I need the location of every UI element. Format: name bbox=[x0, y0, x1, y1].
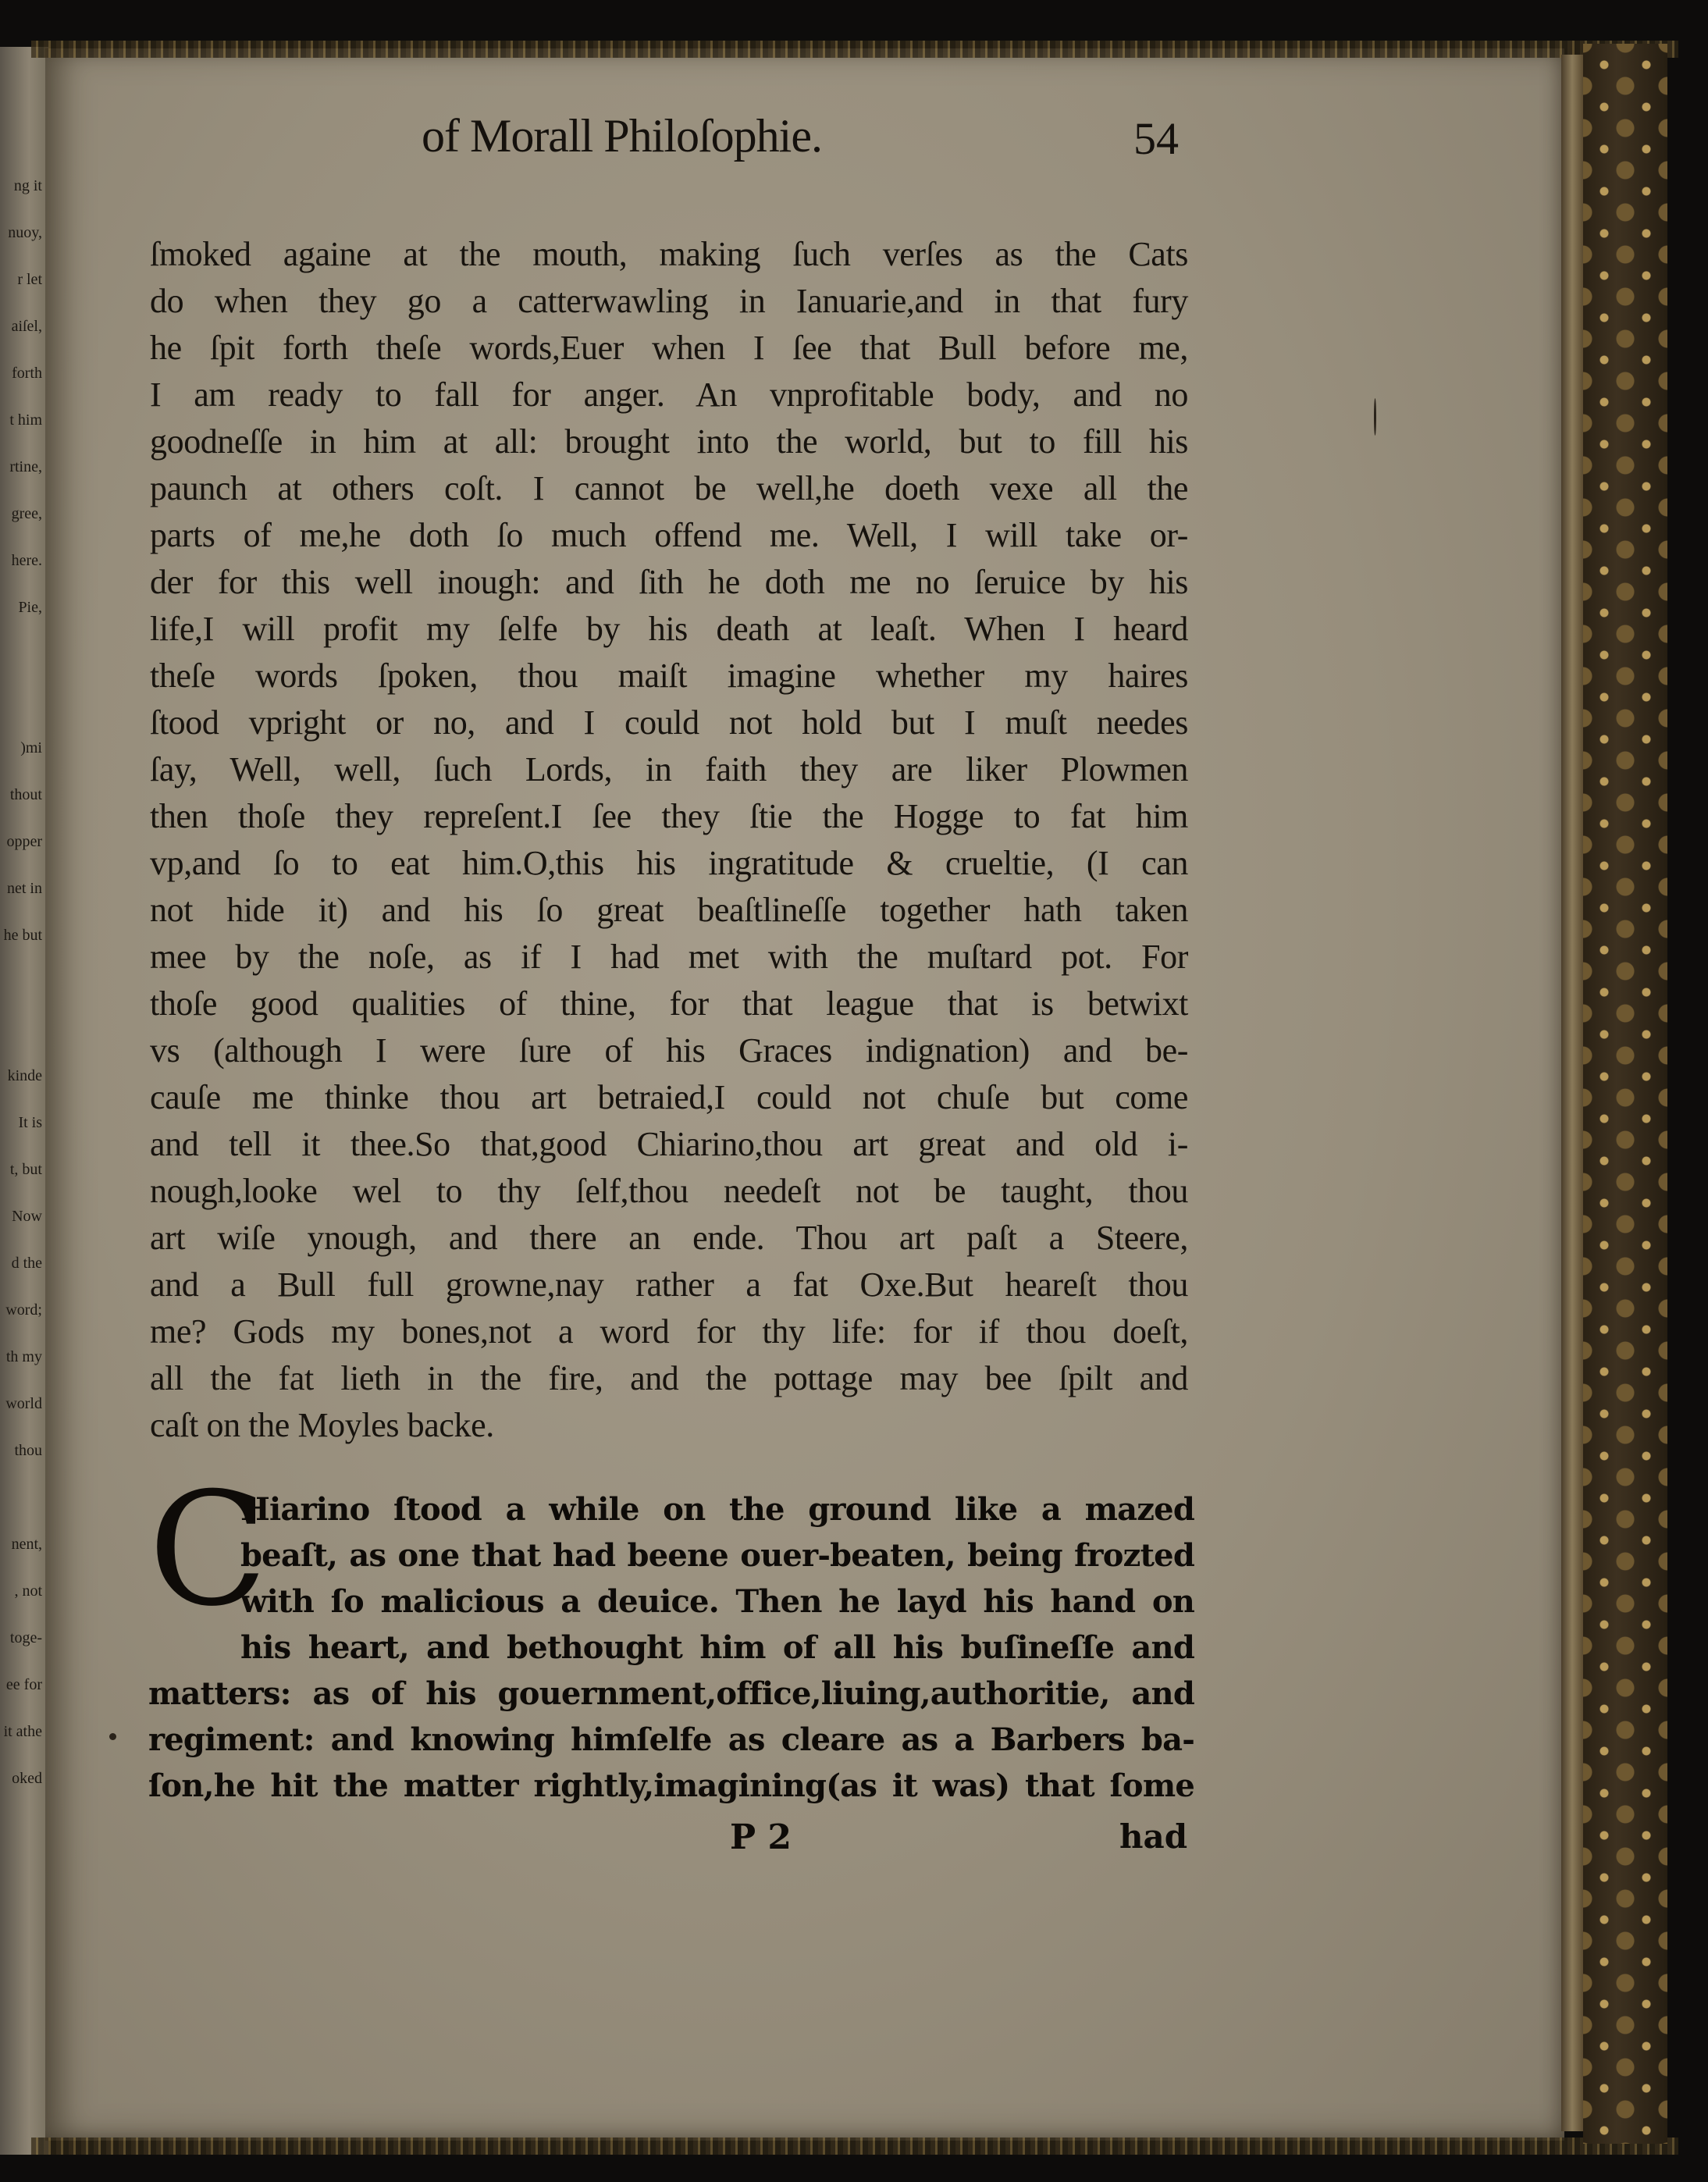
text-line: thoſe good qualities of thine, for that league that is betwixt bbox=[150, 984, 1188, 1023]
ink-dot bbox=[109, 1733, 116, 1740]
blackletter-line: beaſt, as one that had beene ouer-beaten, being frozted bbox=[240, 1537, 1194, 1574]
text-line: ſmoked againe at the mouth, making ſuch verſes as the Cats bbox=[150, 235, 1188, 273]
text-line: not hide it) and his ſo great beaſtlineſſe together hath taken bbox=[150, 891, 1188, 929]
page-block-edge bbox=[1561, 55, 1583, 2131]
previous-page-fragment: ee for bbox=[5, 1676, 42, 1693]
text-line: art wiſe ynough, and there an ende. Thou art paſt a Steere, bbox=[150, 1219, 1188, 1257]
previous-page-edge bbox=[0, 47, 48, 2155]
text-line: vp,and ſo to eat him.O,this his ingratitude & crueltie, (I can bbox=[150, 844, 1188, 882]
previous-page-fragment: )mi bbox=[20, 739, 42, 756]
text-line: der for this well inough: and ſith he doth me no ſeruice by his bbox=[150, 563, 1188, 601]
text-line: he ſpit forth theſe words,Euer when I ſee that Bull before me, bbox=[150, 329, 1188, 367]
text-line: then thoſe they repreſent.I ſee they ſtie the Hogge to fat him bbox=[150, 797, 1188, 835]
previous-page-fragment: it athe bbox=[3, 1723, 42, 1740]
previous-page-fragment: ng it bbox=[13, 177, 42, 194]
text-line: all the fat lieth in the fire, and the pottage may bee ſpilt and bbox=[150, 1359, 1188, 1397]
text-line: mee by the noſe, as if I had met with the muſtard pot. For bbox=[150, 938, 1188, 976]
gilt-bottom-edge bbox=[31, 2138, 1678, 2155]
text-line: me? Gods my bones,not a word for thy life: for if thou doeſt, bbox=[150, 1312, 1188, 1351]
blackletter-line: Hiarino ſtood a while on the ground like a mazed bbox=[240, 1491, 1194, 1528]
previous-page-fragment: world bbox=[5, 1395, 42, 1412]
previous-page-fragment: d the bbox=[11, 1255, 42, 1272]
text-line: vs (although I were ſure of his Graces indignation) and be- bbox=[150, 1031, 1188, 1070]
gilt-top-edge bbox=[31, 41, 1678, 58]
previous-page-fragment: opper bbox=[6, 833, 42, 850]
previous-page-fragment: Now bbox=[12, 1208, 42, 1225]
previous-page-fragment: nuoy, bbox=[8, 224, 42, 241]
previous-page-fragment: he but bbox=[3, 927, 42, 944]
previous-page-fragment: t him bbox=[9, 411, 42, 429]
previous-page-fragment: word; bbox=[5, 1301, 42, 1319]
previous-page-fragment: , not bbox=[14, 1582, 42, 1600]
text-line: cauſe me thinke thou art betraied,I could not chuſe but come bbox=[150, 1078, 1188, 1116]
previous-page-fragment: It is bbox=[18, 1114, 42, 1131]
blackletter-line: his heart, and bethought him of all his buſineſſe and bbox=[240, 1629, 1194, 1666]
previous-page-fragment: toge- bbox=[9, 1629, 42, 1646]
text-line: ſtood vpright or no, and I could not hold but I muſt needes bbox=[150, 703, 1188, 742]
signature-mark: P 2 bbox=[730, 1817, 792, 1857]
body-text-roman bbox=[150, 231, 1188, 1449]
previous-page-fragment: kinde bbox=[7, 1067, 42, 1084]
text-line: I am ready to fall for anger. An vnprofitable body, and no bbox=[150, 376, 1188, 414]
previous-page-fragment: th my bbox=[5, 1348, 42, 1365]
text-line: nough,looke wel to thy ſelf,thou needeſt not be taught, thou bbox=[150, 1172, 1188, 1210]
ink-mark bbox=[1374, 398, 1376, 436]
body-text-blackletter bbox=[148, 1486, 1194, 1809]
blackletter-line: with ſo malicious a deuice. Then he layd his hand on bbox=[240, 1583, 1194, 1620]
text-line: life,I will profit my ſelfe by his death at leaſt. When I heard bbox=[150, 610, 1188, 648]
drop-cap: C bbox=[148, 1459, 269, 1641]
text-line: paunch at others coſt. I cannot be well,he doeth vexe all the bbox=[150, 469, 1188, 507]
previous-page-fragment: t, but bbox=[9, 1161, 42, 1178]
blackletter-line: ſon,he hit the matter rightly,imagining(as it was) that ſome bbox=[148, 1767, 1194, 1804]
blackletter-line: matters: as of his gouernment,office,liuing,authoritie, and bbox=[148, 1675, 1194, 1712]
tooled-binding-edge bbox=[1583, 44, 1667, 2144]
previous-page-fragment: here. bbox=[11, 552, 42, 569]
text-line: ſay, Well, well, ſuch Lords, in faith they are liker Plowmen bbox=[150, 750, 1188, 788]
previous-page-text-fragments bbox=[0, 47, 48, 2155]
running-title: of Morall Philoſophie. bbox=[422, 110, 822, 162]
blackletter-line: regiment: and knowing himſelfe as cleare as a Barbers ba- bbox=[148, 1721, 1194, 1758]
page-number: 54 bbox=[1133, 113, 1179, 164]
previous-page-fragment: r let bbox=[17, 271, 42, 288]
previous-page-fragment: thou bbox=[14, 1442, 42, 1459]
text-line: goodneſſe in him at all: brought into the world, but to fill his bbox=[150, 422, 1188, 461]
previous-page-fragment: Pie, bbox=[18, 599, 42, 616]
text-line: and a Bull full growne,nay rather a fat Oxe.But heareſt thou bbox=[150, 1265, 1188, 1304]
previous-page-fragment: aiſel, bbox=[11, 318, 42, 335]
text-line: caſt on the Moyles backe. bbox=[150, 1406, 494, 1444]
text-line: parts of me,he doth ſo much offend me. Well, I will take or- bbox=[150, 516, 1188, 554]
previous-page-fragment: nent, bbox=[11, 1536, 42, 1553]
previous-page-fragment: gree, bbox=[11, 505, 42, 522]
text-line: and tell it thee.So that,good Chiarino,thou art great and old i- bbox=[150, 1125, 1188, 1163]
previous-page-fragment: rtine, bbox=[9, 458, 42, 475]
previous-page-fragment: oked bbox=[12, 1770, 42, 1787]
catchword: had bbox=[1119, 1817, 1188, 1856]
previous-page-fragment: net in bbox=[7, 880, 42, 897]
previous-page-fragment: forth bbox=[12, 365, 42, 382]
running-head bbox=[148, 109, 1179, 203]
text-line: do when they go a catterwawling in Ianuarie,and in that fury bbox=[150, 282, 1188, 320]
previous-page-fragment: thout bbox=[9, 786, 42, 803]
text-line: theſe words ſpoken, thou maiſt imagine whether my haires bbox=[150, 657, 1188, 695]
